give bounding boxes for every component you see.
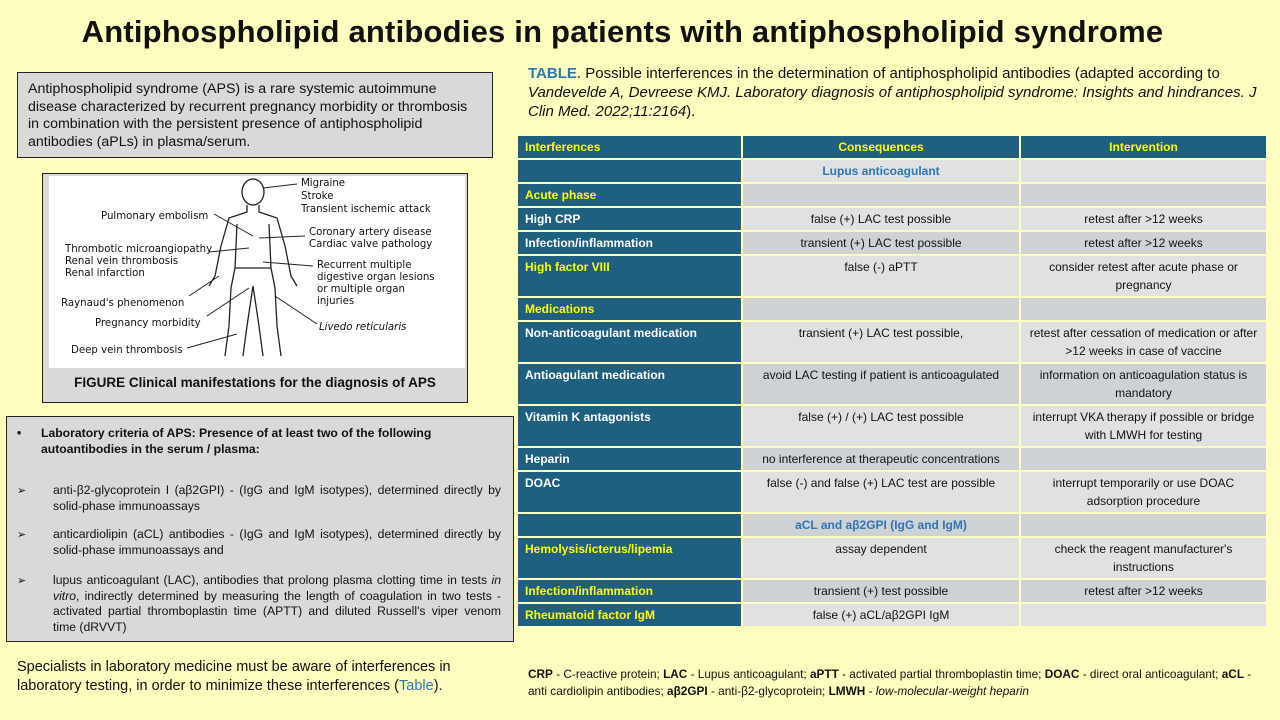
abbr-def: - direct oral anticoagulant;	[1079, 667, 1222, 681]
column-header: Intervention	[1021, 136, 1266, 158]
intervention-cell: interrupt VKA therapy if possible or bridge with LMWH for testing	[1021, 406, 1266, 446]
table-row	[518, 160, 1266, 182]
table-row	[518, 208, 1266, 230]
table-row	[518, 472, 1266, 512]
interference-cell: Antioagulant medication	[518, 364, 741, 404]
fig-label-recurrent-4: injuries	[317, 296, 355, 307]
table-row	[518, 364, 1266, 404]
interference-cell: High CRP	[518, 208, 741, 230]
intervention-cell: retest after >12 weeks	[1021, 580, 1266, 602]
intervention-cell: retest after cessation of medication or after >12 weeks in case of vaccine	[1021, 322, 1266, 362]
lab-criteria-title: Laboratory criteria of APS: Presence of at least two of the following autoantibodies in the serum / plasma:	[41, 426, 432, 456]
abbreviations-footnote	[528, 666, 1258, 700]
specialists-note	[17, 658, 507, 696]
table-row	[518, 256, 1266, 296]
consequence-cell: false (-) aPTT	[743, 256, 1019, 296]
table-row	[518, 580, 1266, 602]
fig-label-renal-infarction: Renal infarction	[65, 268, 145, 279]
fig-label-recurrent-3: or multiple organ	[317, 284, 405, 295]
abbr-term: DOAC	[1044, 667, 1080, 681]
table-label: TABLE	[528, 65, 577, 82]
lab-criterion-lac	[53, 573, 501, 635]
figure-box	[42, 173, 468, 403]
interference-cell: Acute phase	[518, 184, 741, 206]
table-caption-text: . Possible interferences in the determination of antiphospholipid antibodies (adapted according to	[576, 65, 1220, 82]
consequence-cell: assay dependent	[743, 538, 1019, 578]
consequence-cell: false (+) / (+) LAC test possible	[743, 406, 1019, 446]
table-row	[518, 298, 1266, 320]
fig-label-recurrent-2: digestive organ lesions	[317, 272, 435, 283]
fig-label-dvt: Deep vein thrombosis	[71, 345, 183, 356]
clinical-manifestations-figure	[49, 176, 465, 368]
consequence-cell: transient (+) LAC test possible	[743, 232, 1019, 254]
abbr-def: - low-molecular-weight heparin	[865, 684, 1029, 698]
interference-cell	[518, 160, 741, 182]
table-row	[518, 406, 1266, 446]
abbr-term: aβ2GPI	[667, 684, 708, 698]
intervention-cell	[1021, 184, 1266, 206]
table-row	[518, 514, 1266, 536]
intervention-cell	[1021, 448, 1266, 470]
abbr-def: - anti cardiolipin antibodies;	[528, 667, 1252, 698]
interferences-table	[516, 134, 1268, 628]
table-row	[518, 538, 1266, 578]
abbr-term: CRP	[528, 667, 553, 681]
abbr-def: - Lupus anticoagulant;	[687, 667, 810, 681]
intervention-cell	[1021, 298, 1266, 320]
consequence-cell: false (+) LAC test possible	[743, 208, 1019, 230]
consequence-cell	[743, 298, 1019, 320]
interference-cell: Infection/inflammation	[518, 232, 741, 254]
arrow-bullet-icon: ➢	[17, 575, 27, 587]
table-caption-reference: Vandevelde A, Devreese KMJ. Laboratory diagnosis of antiphospholipid syndrome: Insights and hindrances. J Clin Med. 2022;11:2164	[528, 84, 1257, 120]
column-header: Interferences	[518, 136, 741, 158]
table-caption	[528, 64, 1260, 121]
lab-criterion-acl: anticardiolipin (aCL) antibodies - (IgG and IgM isotypes), determined directly by solid-phase immunoassays and	[53, 527, 501, 557]
table-link[interactable]: Table	[399, 678, 434, 694]
fig-label-stroke: Stroke	[301, 191, 334, 202]
table-header-row	[518, 136, 1266, 158]
consequence-cell: no interference at therapeutic concentrations	[743, 448, 1019, 470]
consequence-cell: aCL and aβ2GPI (IgG and IgM)	[743, 514, 1019, 536]
interference-cell: Infection/inflammation	[518, 580, 741, 602]
fig-label-pulmonary: Pulmonary embolism	[101, 211, 209, 222]
fig-label-thrombotic-micro: Thrombotic microangiopathy	[65, 244, 213, 255]
arrow-bullet-icon: ➢	[17, 485, 27, 497]
column-header: Consequences	[743, 136, 1019, 158]
fig-label-migraine: Migraine	[301, 178, 346, 189]
table-row	[518, 184, 1266, 206]
intervention-cell: consider retest after acute phase or pregnancy	[1021, 256, 1266, 296]
intervention-cell	[1021, 604, 1266, 626]
fig-label-recurrent-1: Recurrent multiple	[317, 260, 412, 271]
intervention-cell: information on anticoagulation status is mandatory	[1021, 364, 1266, 404]
fig-label-renal-vein: Renal vein thrombosis	[65, 256, 179, 267]
fig-label-tia: Transient ischemic attack	[301, 204, 431, 215]
intervention-cell: retest after >12 weeks	[1021, 208, 1266, 230]
table-row	[518, 232, 1266, 254]
specialists-text: Specialists in laboratory medicine must be aware of interferences in laboratory testing, in order to minimize these interferences (	[17, 659, 451, 694]
fig-label-coronary: Coronary artery disease	[309, 227, 432, 238]
aps-definition-box	[17, 72, 493, 158]
lab-criterion-lac-part2: , indirectly determined by measuring the length of coagulation in two tests - activated partial thromboplastin time (APTT) and diluted Russell's viper venom time (dRVVT)	[53, 588, 501, 634]
intervention-cell: interrupt temporarily or use DOAC adsorption procedure	[1021, 472, 1266, 512]
consequence-cell: false (+) aCL/aβ2GPI IgM	[743, 604, 1019, 626]
interference-cell: Heparin	[518, 448, 741, 470]
interference-cell: Medications	[518, 298, 741, 320]
interference-cell: Non-anticoagulant medication	[518, 322, 741, 362]
lab-criterion-lac-italic: in vitro	[53, 573, 501, 603]
interference-cell: High factor VIII	[518, 256, 741, 296]
table-row	[518, 448, 1266, 470]
fig-label-livedo: Livedo reticularis	[319, 322, 407, 333]
intervention-cell	[1021, 160, 1266, 182]
fig-label-raynaud: Raynaud's phenomenon	[61, 298, 185, 309]
consequence-cell: Lupus anticoagulant	[743, 160, 1019, 182]
intervention-cell	[1021, 514, 1266, 536]
abbr-def: - C-reactive protein;	[552, 667, 664, 681]
interferences-table-body	[518, 136, 1266, 626]
abbr-term: LAC	[663, 667, 688, 681]
consequence-cell: transient (+) LAC test possible,	[743, 322, 1019, 362]
page-title: Antiphospholipid antibodies in patients with antiphospholipid syndrome	[81, 14, 1164, 49]
consequence-cell: transient (+) test possible	[743, 580, 1019, 602]
intervention-cell: retest after >12 weeks	[1021, 232, 1266, 254]
interference-cell: DOAC	[518, 472, 741, 512]
lab-criterion-lac-part1: lupus anticoagulant (LAC), antibodies that prolong plasma clotting time in tests	[53, 573, 492, 587]
consequence-cell: false (-) and false (+) LAC test are possible	[743, 472, 1019, 512]
abbr-term: aPTT	[809, 667, 839, 681]
abbr-def: - anti-β2-glycoprotein;	[707, 684, 829, 698]
interference-cell	[518, 514, 741, 536]
abbr-def: - activated partial thromboplastin time;	[838, 667, 1045, 681]
interference-cell: Rheumatoid factor IgM	[518, 604, 741, 626]
table-caption-end: ).	[686, 103, 696, 120]
lab-criteria-box	[6, 416, 514, 642]
arrow-bullet-icon: ➢	[17, 529, 27, 541]
specialists-end: ).	[433, 678, 443, 694]
fig-label-pregnancy: Pregnancy morbidity	[95, 318, 201, 329]
lab-criterion-abeta2gpi: anti-β2-glycoprotein I (aβ2GPI) - (IgG and IgM isotypes), determined directly by solid-phase immunoassays	[53, 483, 501, 513]
consequence-cell	[743, 184, 1019, 206]
consequence-cell: avoid LAC testing if patient is anticoagulated	[743, 364, 1019, 404]
figure-caption: FIGURE Clinical manifestations for the diagnosis of APS	[74, 375, 436, 390]
table-row	[518, 604, 1266, 626]
aps-definition-text: Antiphospholipid syndrome (APS) is a rare systemic autoimmune disease characterized by recurrent pregnancy morbidity or thrombosis in combination with the persistent presence of antiphospholipid antibodies (aPLs) in plasma/serum.	[28, 81, 468, 150]
table-row	[518, 322, 1266, 362]
abbr-term: LMWH	[828, 684, 866, 698]
intervention-cell: check the reagent manufacturer's instructions	[1021, 538, 1266, 578]
fig-label-cardiac-valve: Cardiac valve pathology	[309, 239, 433, 250]
interference-cell: Hemolysis/icterus/lipemia	[518, 538, 741, 578]
abbr-term: aCL	[1221, 667, 1245, 681]
bullet-icon: •	[17, 426, 22, 440]
interference-cell: Vitamin K antagonists	[518, 406, 741, 446]
